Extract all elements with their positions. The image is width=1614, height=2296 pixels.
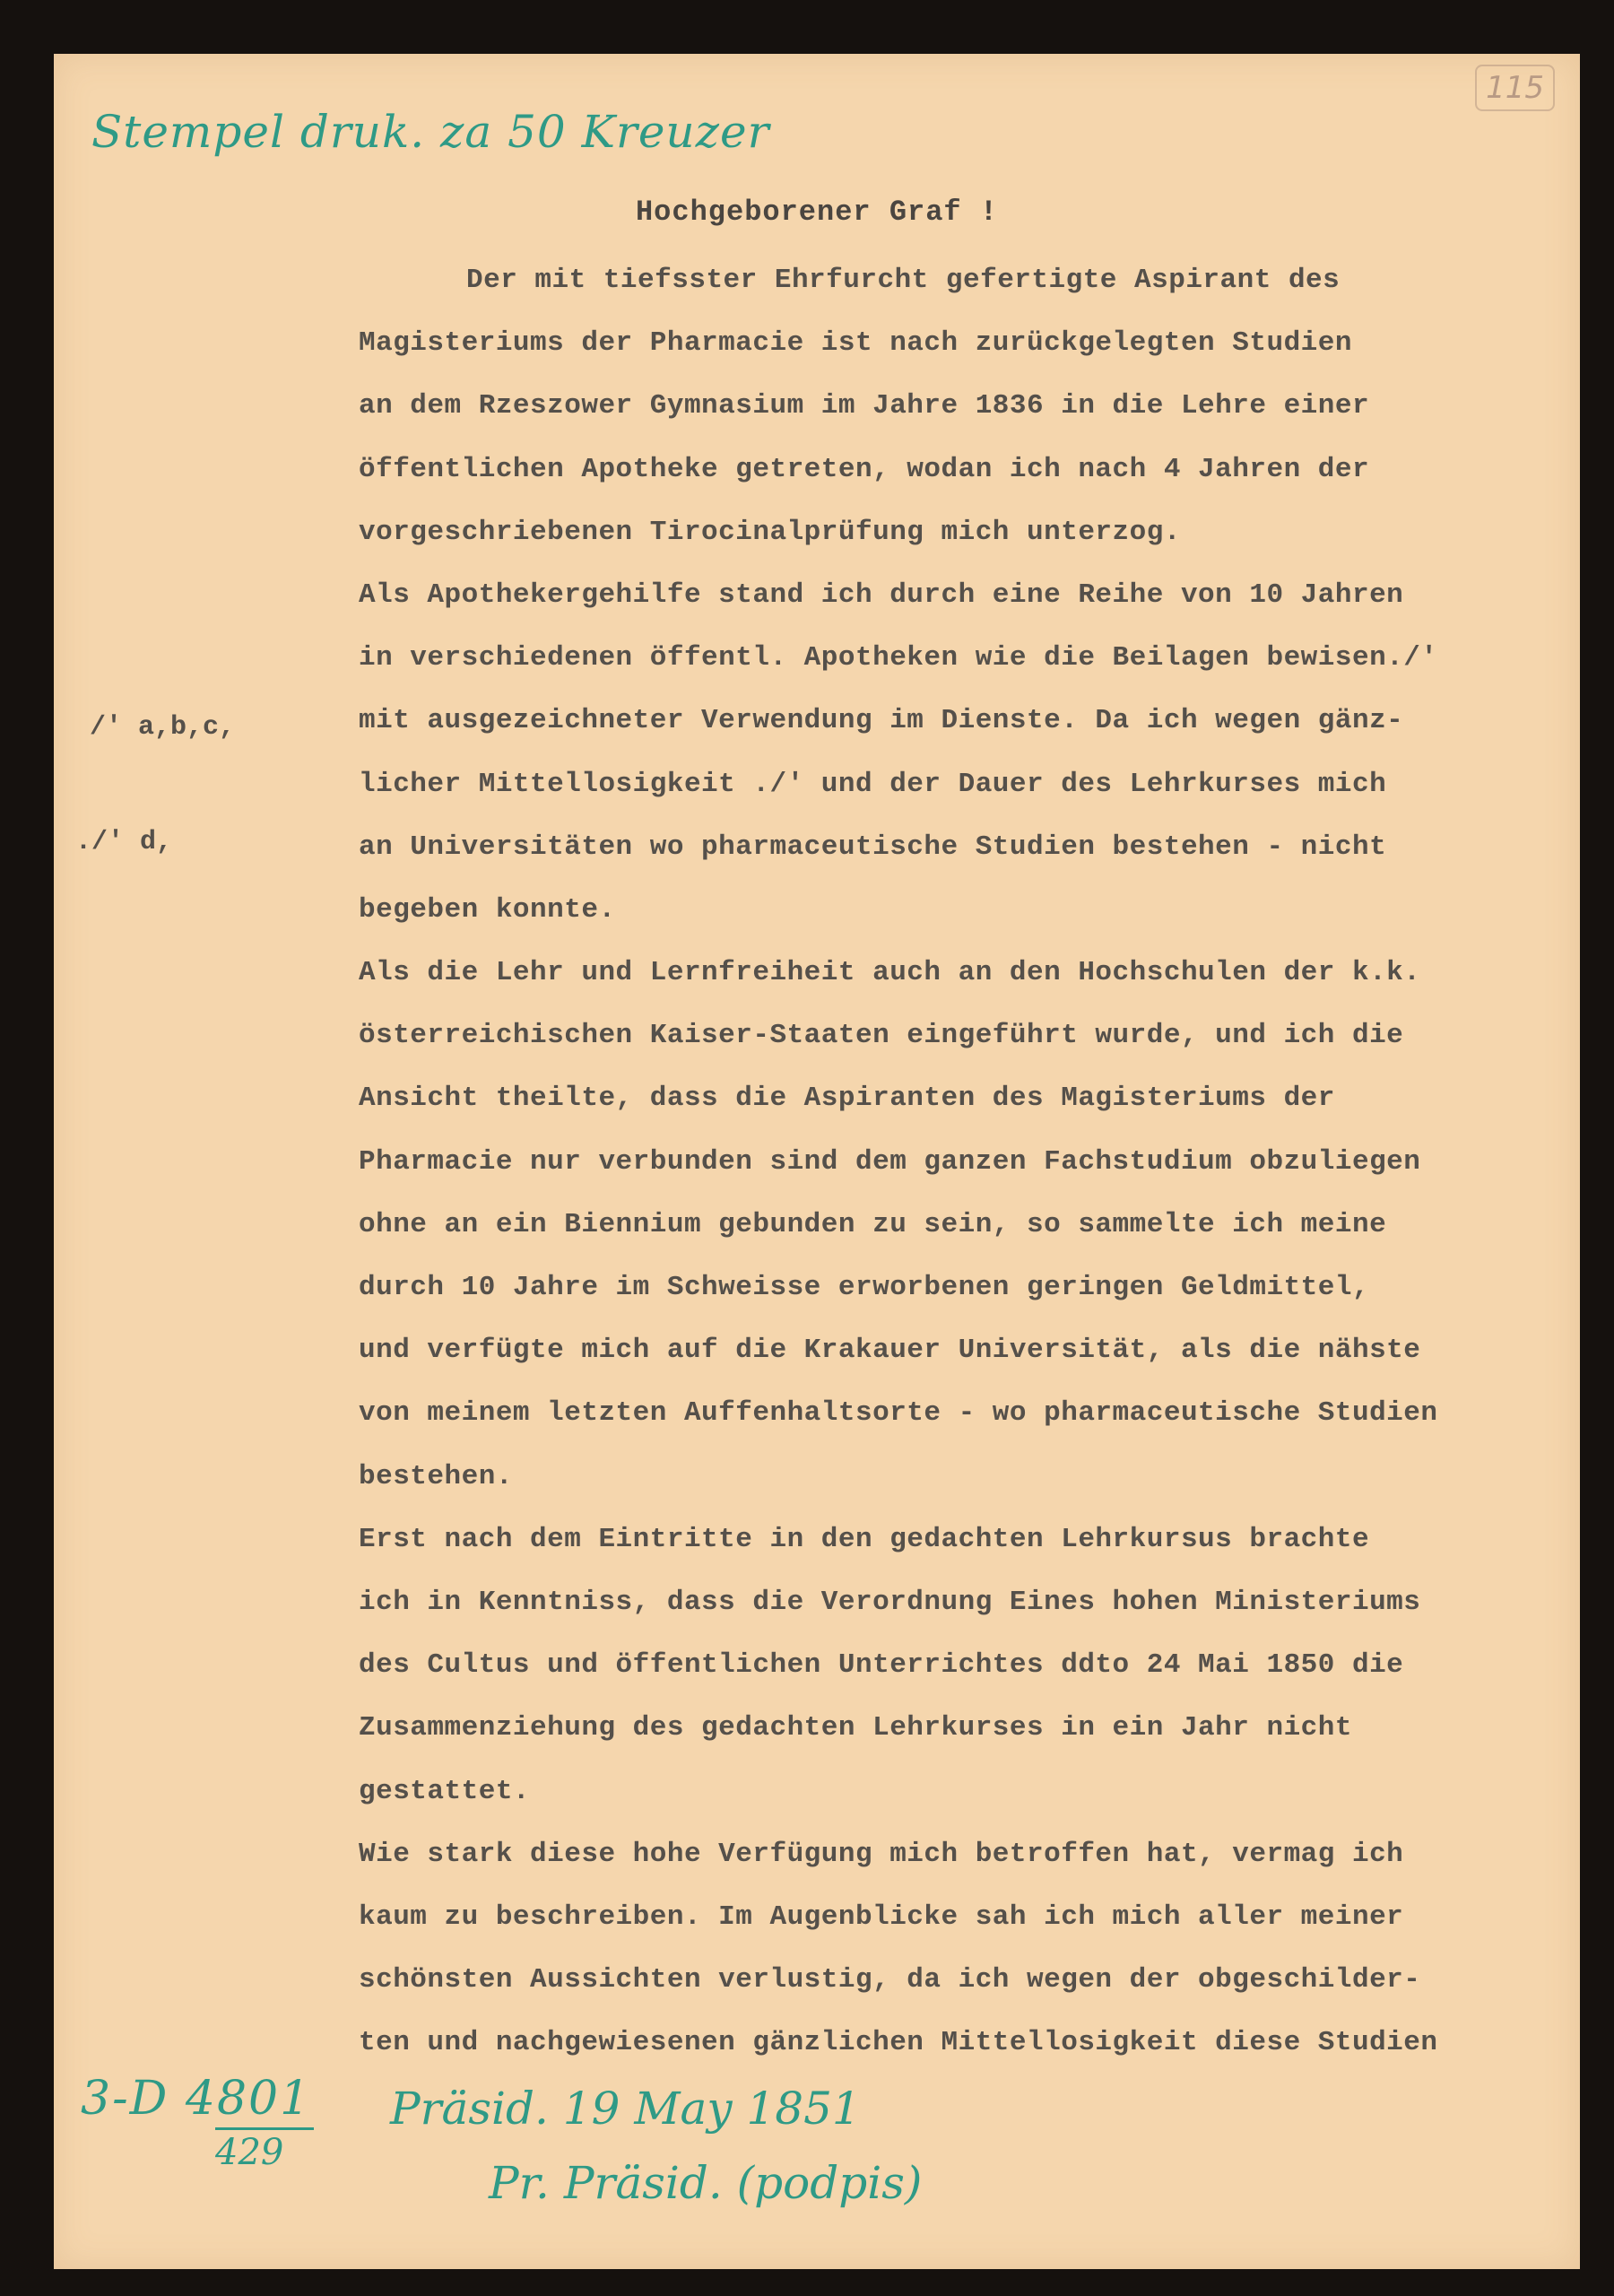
body-line: mit ausgezeichneter Verwendung im Dienste. Da ich wegen gänz- [359, 705, 1404, 737]
body-line: bestehen. [359, 1460, 513, 1492]
body-line: in verschiedenen öffentl. Apotheken wie die Beilagen bewisen./' [359, 642, 1438, 674]
body-line: Zusammenziehung des gedachten Lehrkurses in ein Jahr nicht [359, 1712, 1352, 1744]
body-line: licher Mittellosigkeit ./' und der Dauer des Lehrkurses mich [359, 768, 1387, 800]
handwritten-presidium-date: Präsid. 19 May 1851 [390, 2083, 861, 2135]
body-line: österreichischen Kaiser-Staaten eingeführt wurde, und ich die [359, 1020, 1404, 1052]
body-line: kaum zu beschreiben. Im Augenblicke sah ich mich aller meiner [359, 1900, 1404, 1933]
handwritten-signature-note: Pr. Präsid. (podpis) [489, 2157, 923, 2209]
body-line: Als Apothekergehilfe stand ich durch eine Reihe von 10 Jahren [359, 578, 1404, 611]
body-line: an Universitäten wo pharmaceutische Studien bestehen - nicht [359, 831, 1387, 863]
body-line: Als die Lehr und Lernfreiheit auch an den Hochschulen der k.k. [359, 957, 1421, 989]
document-page [54, 54, 1580, 2269]
archive-reference [81, 2072, 314, 2173]
folio-number: 115 [1475, 65, 1555, 111]
body-line: ten und nachgewiesenen gänzlichen Mittellosigkeit diese Studien [359, 2027, 1438, 2059]
body-line: Ansicht theilte, dass die Aspiranten des Magisteriums der [359, 1083, 1335, 1115]
margin-note-attachments: /' a,b,c, [90, 712, 236, 743]
body-line: schönsten Aussichten verlustig, da ich wegen der obgeschilder- [359, 1964, 1421, 1996]
body-line: vorgeschriebenen Tirocinalprüfung mich unterzog. [359, 516, 1181, 548]
body-line: gestattet. [359, 1775, 531, 1807]
letter-body [359, 249, 1580, 2074]
body-line: durch 10 Jahre im Schweisse erworbenen geringen Geldmittel, [359, 1272, 1370, 1303]
body-line: an dem Rzeszower Gymnasium im Jahre 1836 in die Lehre einer [359, 390, 1370, 422]
handwritten-stamp-note: Stempel druk. za 50 Kreuzer [91, 106, 770, 158]
margin-note-attachment-d: ./' d, [75, 827, 173, 857]
body-line: des Cultus und öffentlichen Unterrichtes ddto 24 Mai 1850 die [359, 1649, 1404, 1682]
body-line: ohne an ein Biennium gebunden zu sein, so sammelte ich meine [359, 1208, 1387, 1240]
body-line: Wie stark diese hohe Verfügung mich betroffen hat, vermag ich [359, 1838, 1404, 1870]
body-line: Pharmacie nur verbunden sind dem ganzen Fachstudium obzuliegen [359, 1145, 1421, 1178]
body-line: Magisteriums der Pharmacie ist nach zurückgelegten Studien [359, 327, 1352, 360]
salutation: Hochgeborener Graf ! [635, 196, 999, 229]
body-line: Erst nach dem Eintritte in den gedachten Lehrkursus brachte [359, 1523, 1370, 1555]
body-line: Der mit tiefsster Ehrfurcht gefertigte Aspirant des [466, 265, 1341, 296]
body-line: und verfügte mich auf die Krakauer Universität, als die nähste [359, 1335, 1421, 1367]
archive-reference-sub: 429 [215, 2127, 314, 2173]
body-line: von meinem letzten Auffenhaltsorte - wo pharmaceutische Studien [359, 1397, 1438, 1430]
body-line: ich in Kenntniss, dass die Verordnung Eines hohen Ministeriums [359, 1586, 1421, 1618]
body-line: öffentlichen Apotheke getreten, wodan ich nach 4 Jahren der [359, 453, 1370, 485]
body-line: begeben konnte. [359, 893, 616, 926]
archive-reference-number: 3-D 4801 [81, 2072, 312, 2126]
